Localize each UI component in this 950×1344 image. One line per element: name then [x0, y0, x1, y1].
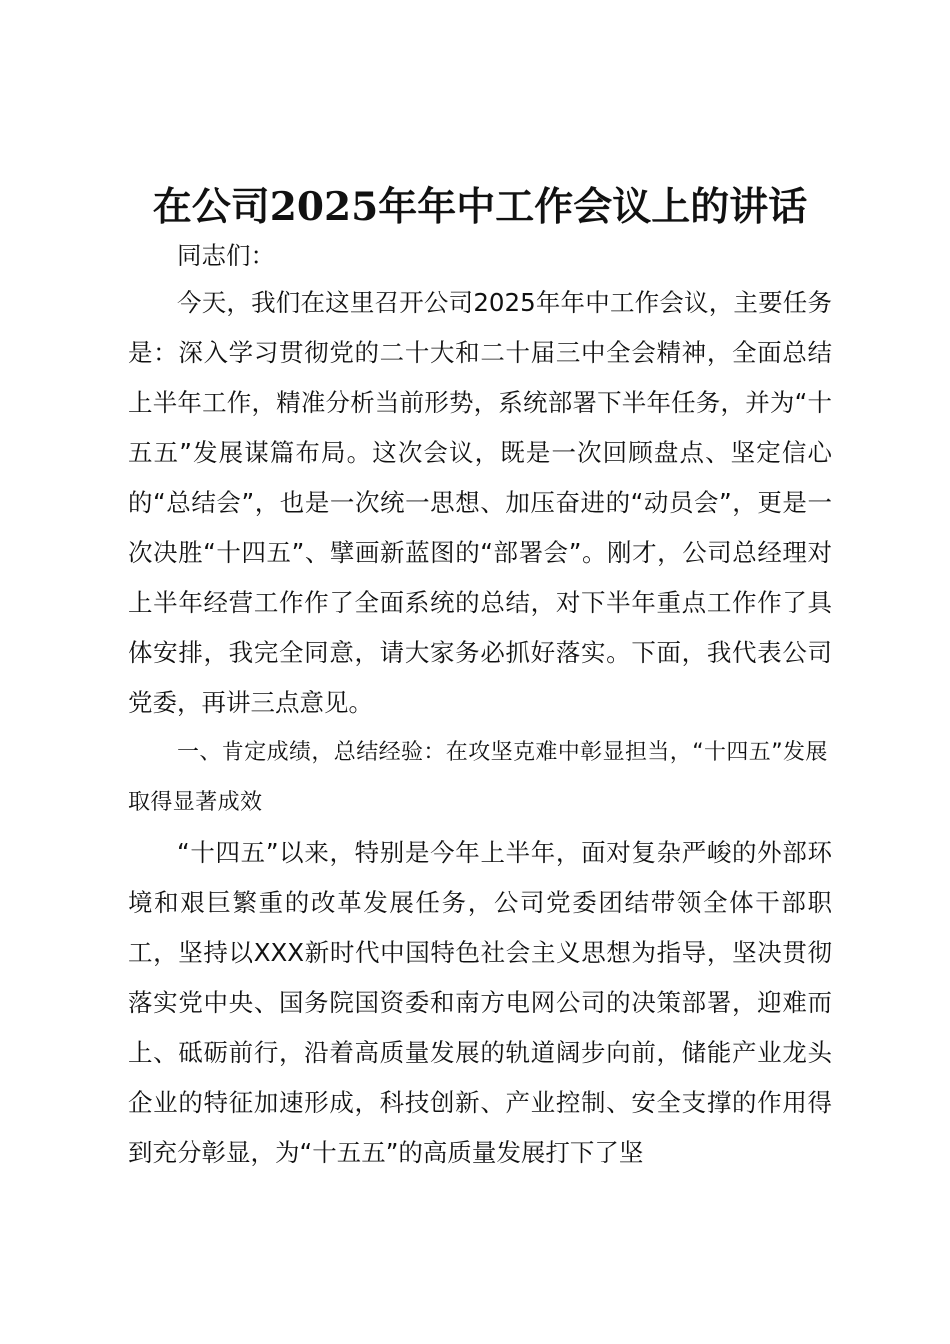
- document-page: [128, 180, 832, 1178]
- body-paragraph-1: 今天，我们在这里召开公司2025年年中工作会议，主要任务是：深入学习贯彻党的二十大和二十届三中全会精神，全面总结上半年工作，精准分析当前形势，系统部署下半年任务，并为“十五五”发展谋篇布局。这次会议，既是一次回顾盘点、坚定信心的“总结会”，也是一次统一思想、加压奋进的“动员会”，更是一次决胜“十四五”、擘画新蓝图的“部署会”。刚才，公司总经理对上半年经营工作作了全面系统的总结，对下半年重点工作作了具体安排，我完全同意，请大家务必抓好落实。下面，我代表公司党委，再讲三点意见。: [128, 288, 832, 717]
- document-title: 在公司2025年年中工作会议上的讲话: [152, 184, 808, 230]
- greeting: 同志们：: [177, 241, 275, 270]
- section-heading-1: 一、肯定成绩，总结经验：在攻坚克难中彰显担当，“十四五”发展取得显著成效: [128, 740, 828, 815]
- section-paragraph-1: “十四五”以来，特别是今年上半年，面对复杂严峻的外部环境和艰巨繁重的改革发展任务，公司党委团结带领全体干部职工，坚持以XXX新时代中国特色社会主义思想为指导，坚决贯彻落实党中央、国务院国资委和南方电网公司的决策部署，迎难而上、砥砺前行，沿着高质量发展的轨道阔步向前，储能产业龙头企业的特征加速形成，科技创新、产业控制、安全支撑的作用得到充分彰显，为“十五五”的高质量发展打下了坚: [128, 838, 832, 1167]
